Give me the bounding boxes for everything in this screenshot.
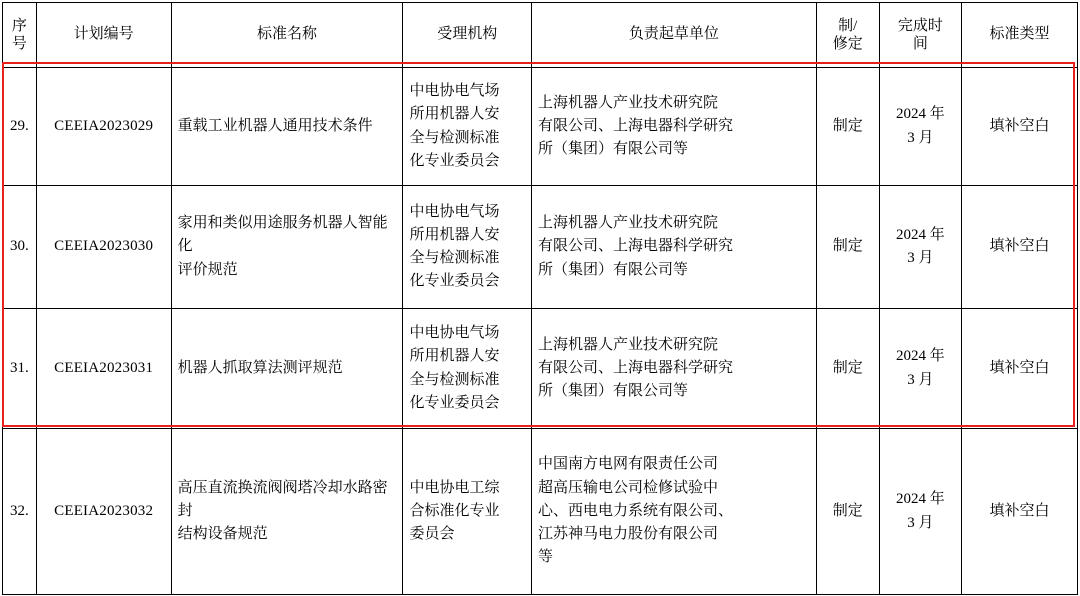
table-row [3, 309, 1078, 429]
column-header-draft: 负责起草单位 [532, 3, 817, 68]
cell-cat: 填补空白 [962, 186, 1078, 309]
cell-draft [532, 68, 817, 186]
cell-date-line: 3 月 [907, 129, 934, 146]
cell-name-line: 重载工业机器人通用技术条件 [177, 117, 373, 134]
standards-table [2, 2, 1078, 595]
cell-org [403, 68, 532, 186]
cell-draft-line: 超高压输电公司检修试验中 [538, 479, 719, 496]
cell-code: CEEIA2023030 [36, 186, 171, 309]
cell-name-line: 评价规范 [177, 261, 238, 278]
cell-seq: 30. [3, 186, 37, 309]
cell-date-line: 2024 年 [896, 491, 945, 508]
cell-draft-line: 上海机器人产业技术研究院 [538, 94, 719, 111]
cell-seq: 32. [3, 429, 37, 595]
cell-draft-line: 等 [538, 549, 554, 566]
cell-draft-line: 有限公司、上海电器科学研究 [538, 359, 734, 376]
column-header-seq [3, 3, 37, 68]
cell-org-line: 化专业委员会 [409, 273, 500, 290]
cell-draft-line: 有限公司、上海电器科学研究 [538, 117, 734, 134]
cell-draft-line: 所（集团）有限公司等 [538, 261, 689, 278]
cell-date [879, 68, 961, 186]
column-header-type-line1: 制/ [838, 18, 858, 34]
column-header-name: 标准名称 [171, 3, 403, 68]
cell-org-line: 全与检测标准 [409, 250, 500, 266]
cell-org-line: 化专业委员会 [409, 152, 500, 169]
cell-date [879, 429, 961, 595]
cell-code: CEEIA2023032 [36, 429, 171, 595]
cell-org-line: 合标准化专业 [409, 502, 500, 519]
table-row [3, 186, 1078, 309]
cell-org-line: 中电协电气场 [409, 325, 500, 341]
cell-org-line: 所用机器人安 [409, 348, 500, 365]
column-header-seq-line2: 号 [11, 36, 27, 52]
cell-name-line: 高压直流换流阀阀塔冷却水路密封 [177, 479, 388, 519]
cell-org-line: 全与检测标准 [409, 129, 500, 146]
cell-draft-line: 中国南方电网有限责任公司 [538, 456, 719, 473]
cell-org-line: 中电协电气场 [409, 83, 500, 99]
cell-seq: 29. [3, 68, 37, 186]
cell-draft-line: 江苏神马电力股份有限公司 [538, 526, 719, 543]
cell-date [879, 309, 961, 429]
cell-cat: 填补空白 [962, 68, 1078, 186]
cell-org-line: 中电协电气场 [409, 203, 500, 220]
cell-cat: 填补空白 [962, 429, 1078, 595]
table-header [3, 3, 1078, 68]
column-header-code: 计划编号 [36, 3, 171, 68]
cell-name-line: 机器人抓取算法测评规范 [177, 359, 343, 376]
cell-type: 制定 [816, 309, 879, 429]
cell-name [171, 68, 403, 186]
cell-cat: 填补空白 [962, 309, 1078, 429]
cell-name [171, 429, 403, 595]
document-page [0, 2, 1080, 596]
column-header-seq-line1: 序 [11, 18, 27, 34]
cell-type: 制定 [816, 68, 879, 186]
column-header-org: 受理机构 [403, 3, 532, 68]
cell-date-line: 2024 年 [896, 106, 945, 123]
cell-code: CEEIA2023029 [36, 68, 171, 186]
cell-date-line: 3 月 [907, 514, 934, 531]
cell-org-line: 中电协电工综 [409, 479, 500, 496]
column-header-type-line2: 修定 [832, 36, 863, 52]
table-row [3, 429, 1078, 595]
cell-date-line: 2024 年 [896, 226, 945, 243]
cell-name [171, 186, 403, 309]
column-header-date-line1: 完成时 [897, 18, 943, 34]
table-row [3, 68, 1078, 186]
column-header-type [816, 3, 879, 68]
cell-draft [532, 186, 817, 309]
cell-date-line: 3 月 [907, 250, 934, 266]
cell-org-line: 委员会 [409, 526, 455, 543]
cell-type: 制定 [816, 429, 879, 595]
cell-org-line: 全与检测标准 [409, 371, 500, 388]
cell-draft [532, 309, 817, 429]
cell-name-line: 结构设备规范 [177, 526, 268, 543]
cell-draft-line: 有限公司、上海电器科学研究 [538, 238, 734, 255]
cell-seq: 31. [3, 309, 37, 429]
column-header-date-line2: 间 [912, 36, 928, 52]
cell-date-line: 2024 年 [896, 348, 945, 365]
cell-org-line: 所用机器人安 [409, 106, 500, 123]
cell-org [403, 429, 532, 595]
cell-draft-line: 所（集团）有限公司等 [538, 383, 689, 400]
cell-date [879, 186, 961, 309]
cell-org [403, 309, 532, 429]
cell-draft-line: 上海机器人产业技术研究院 [538, 215, 719, 232]
cell-draft-line: 心、西电电力系统有限公司、 [538, 502, 734, 519]
cell-draft [532, 429, 817, 595]
cell-org [403, 186, 532, 309]
cell-name [171, 309, 403, 429]
cell-date-line: 3 月 [907, 371, 934, 388]
cell-type: 制定 [816, 186, 879, 309]
cell-draft-line: 上海机器人产业技术研究院 [538, 336, 719, 353]
cell-org-line: 所用机器人安 [409, 226, 500, 243]
column-header-cat: 标准类型 [962, 3, 1078, 68]
table-header-row [3, 3, 1078, 68]
cell-name-line: 家用和类似用途服务机器人智能化 [177, 215, 388, 255]
cell-draft-line: 所（集团）有限公司等 [538, 141, 689, 158]
table-body [3, 68, 1078, 595]
cell-org-line: 化专业委员会 [409, 394, 500, 411]
cell-code: CEEIA2023031 [36, 309, 171, 429]
column-header-date [879, 3, 961, 68]
